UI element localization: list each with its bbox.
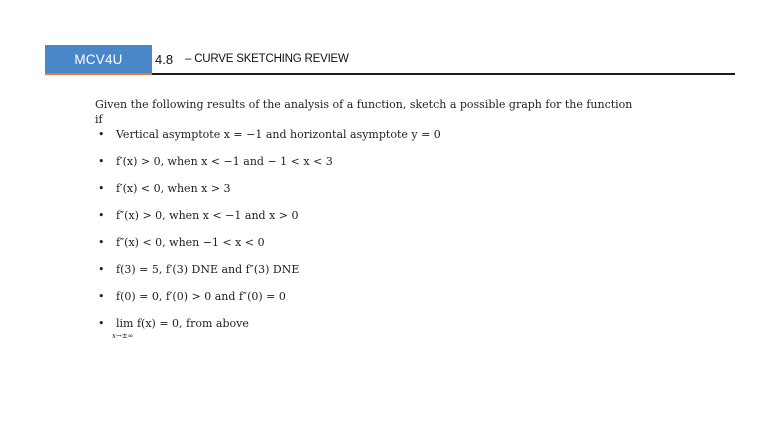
bullet-icon: • [98,290,105,303]
limit-expression [112,316,249,340]
condition-text: f″(x) > 0, when x < −1 and x > 0 [116,209,299,222]
condition-text: f′(x) > 0, when x < −1 and − 1 < x < 3 [116,155,333,168]
condition-item [95,154,635,181]
section-title: – CURVE SKETCHING REVIEW [185,53,349,65]
intro-text: Given the following results of the analysis of a function, sketch a possible graph for the function if [95,98,633,126]
condition-text: f(0) = 0, f′(0) > 0 and f″(0) = 0 [116,290,286,303]
bullet-icon: • [98,263,105,276]
header-accent-rule [45,73,152,75]
condition-item [95,289,635,316]
section-number: 4.8 [155,52,174,67]
conditions-list [95,127,635,343]
condition-text: Vertical asymptote x = −1 and horizontal asymptote y = 0 [116,128,441,141]
bullet-icon: • [98,317,105,330]
condition-item [95,262,635,289]
review-content [95,97,635,343]
condition-text: f(3) = 5, f′(3) DNE and f″(3) DNE [116,263,300,276]
bullet-icon: • [98,182,105,195]
condition-text: f′(x) < 0, when x > 3 [116,182,231,195]
condition-item [95,208,635,235]
bullet-icon: • [98,128,105,141]
limit-main-text: lim f(x) = 0, from above [116,317,249,330]
condition-item [95,127,635,154]
course-code: MCV4U [74,52,123,67]
bullet-icon: • [98,155,105,168]
bullet-icon: • [98,236,105,249]
condition-text: f″(x) < 0, when −1 < x < 0 [116,236,265,249]
limit-subscript: x→±∞ [112,332,134,340]
course-code-tab [45,45,152,74]
condition-item [95,235,635,262]
bullet-icon: • [98,209,105,222]
limit-condition-item [95,316,635,343]
condition-item [95,181,635,208]
